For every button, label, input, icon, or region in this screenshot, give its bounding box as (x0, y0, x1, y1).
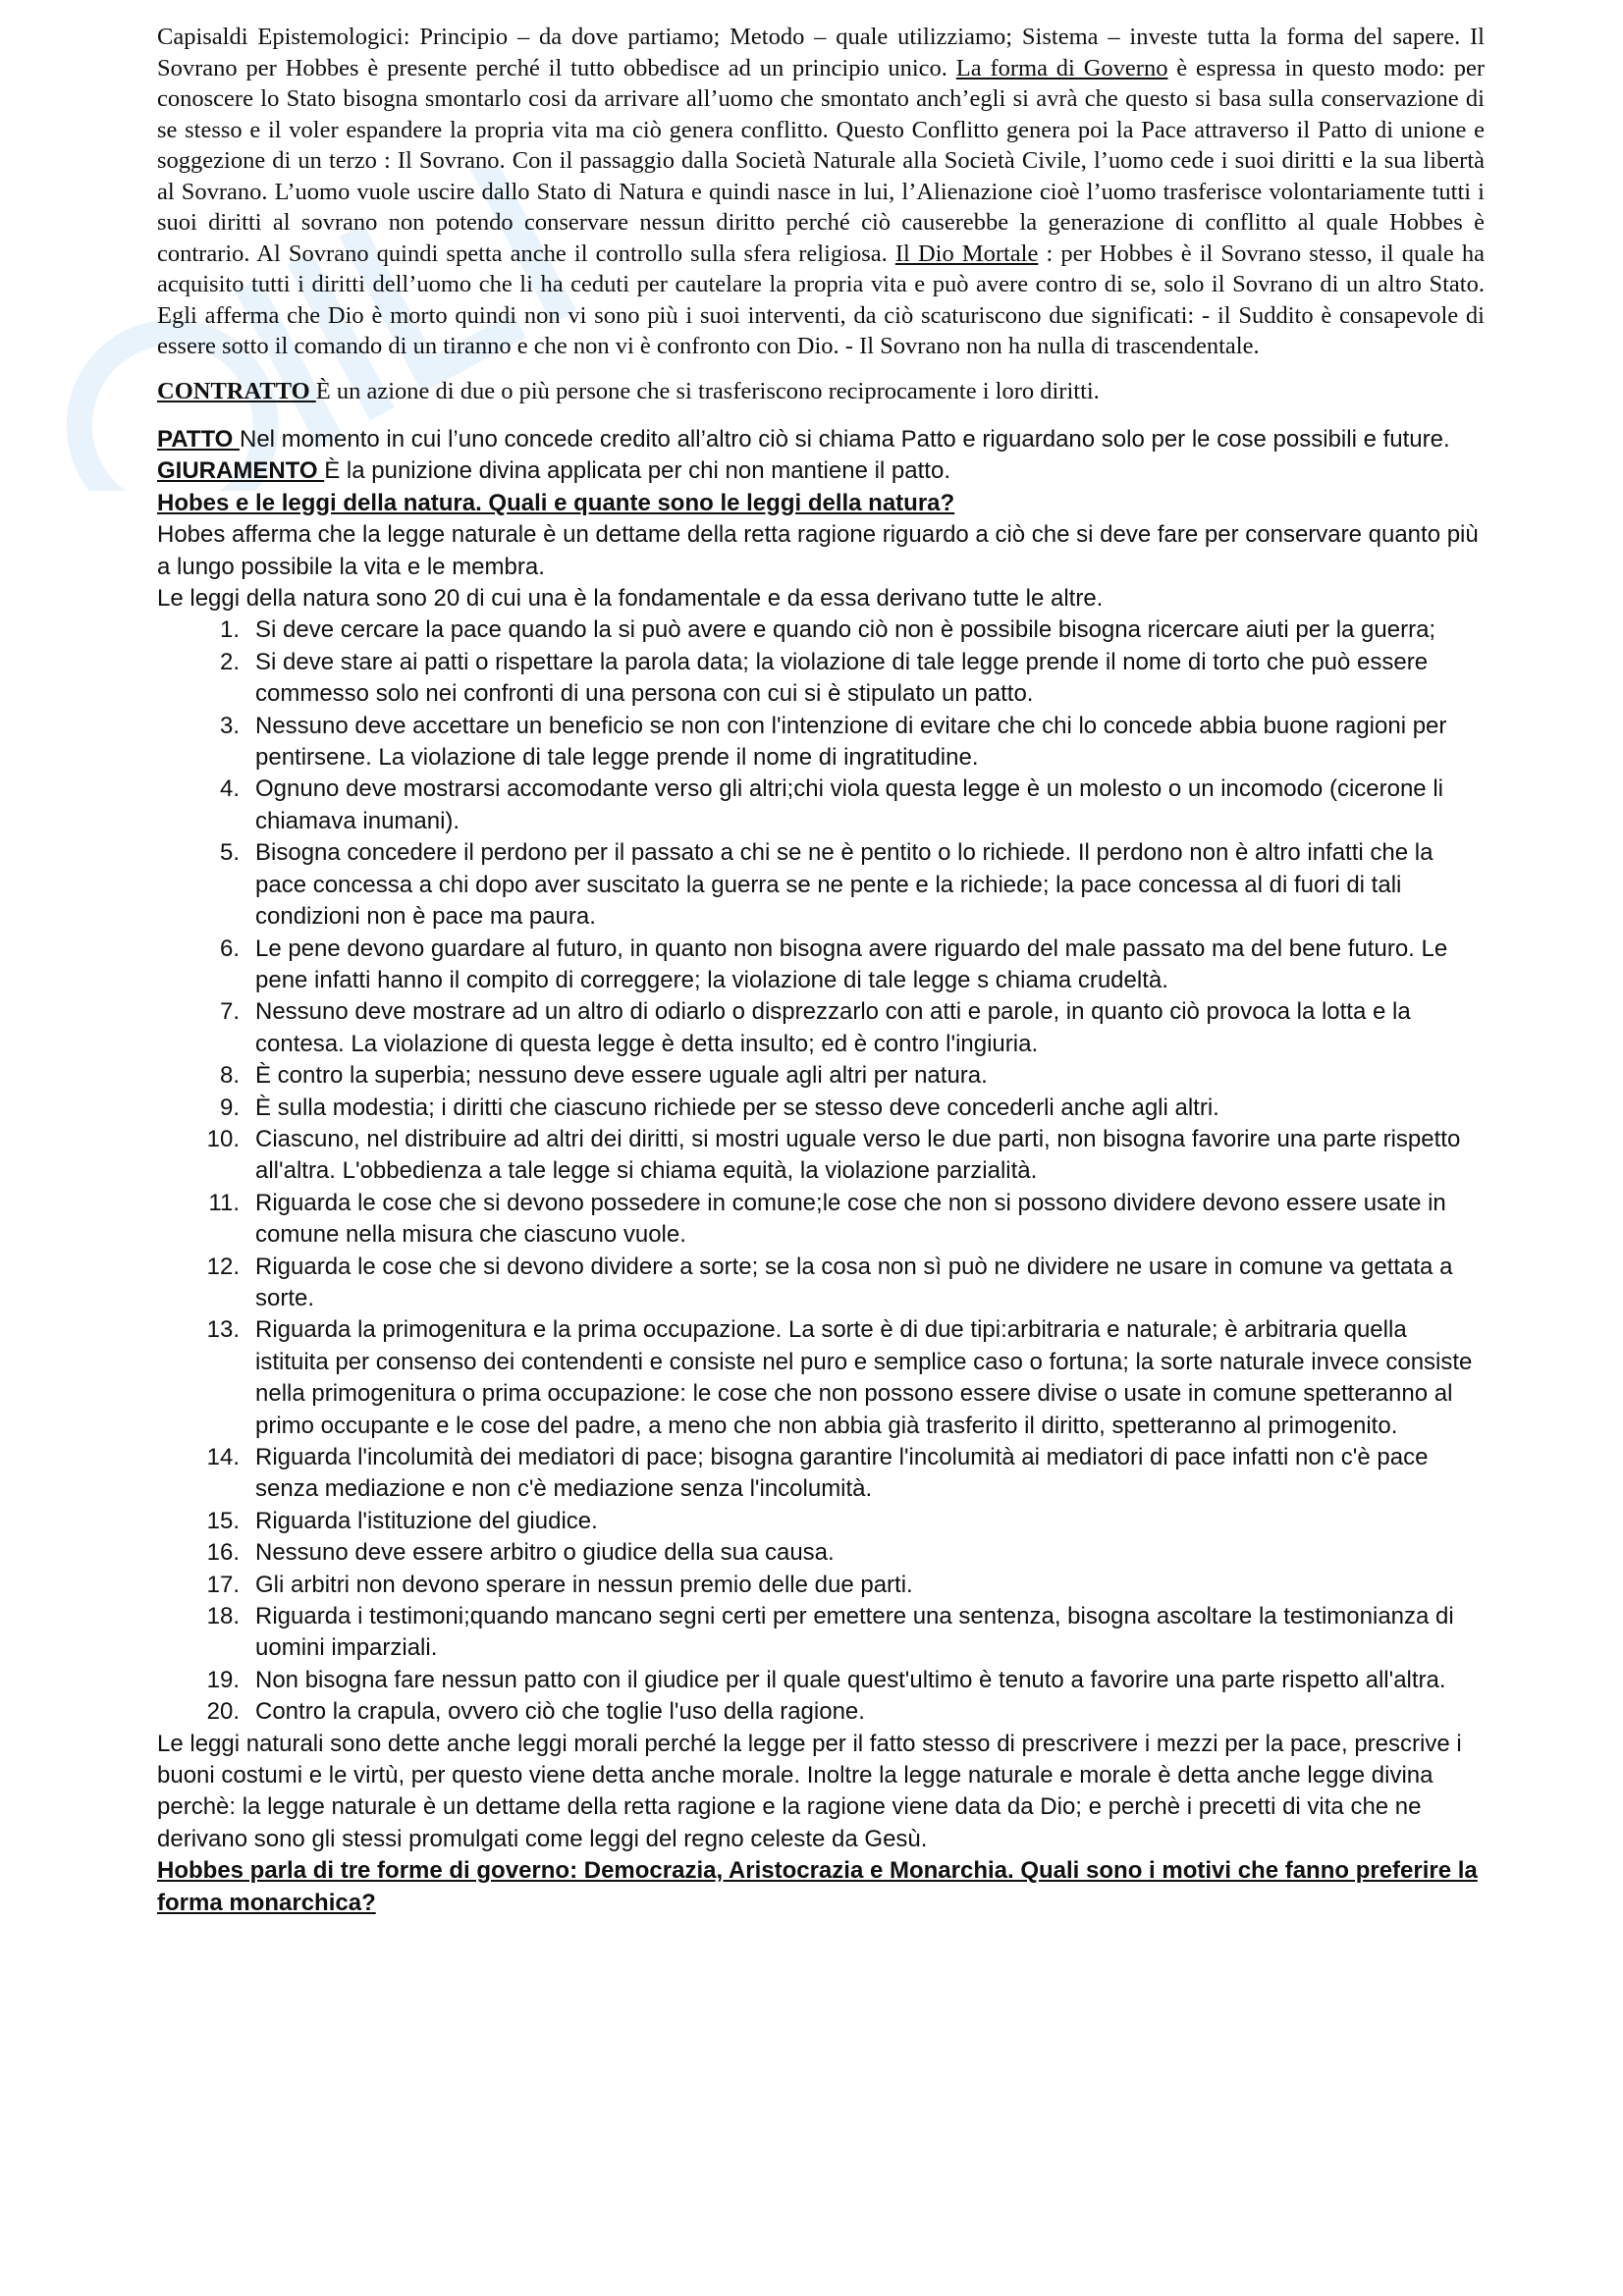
sans-section (157, 424, 1485, 1919)
law-number: 6. (219, 934, 240, 962)
law-item (157, 774, 1485, 837)
paragraph-legge-naturale: Hobes afferma che la legge naturale è un dettame della retta ragione riguardo a ciò che si deve fare per conservare quanto più a lungo possibile la vita e le membra. (157, 521, 1479, 580)
law-item (157, 837, 1485, 933)
giuramento-definition (157, 455, 1485, 487)
law-number: 4. (219, 775, 240, 803)
law-number: 1. (219, 616, 240, 644)
law-text: Riguarda l'incolumità dei mediatori di pace; bisogna garantire l'incolumità ai mediatori di pace infatti non c'è pace senza mediazione e non c'è mediazione senza l'incolumità. (255, 1444, 1429, 1503)
law-number: 20. (206, 1698, 240, 1726)
law-item (157, 1696, 1485, 1728)
contratto-definition (157, 376, 1485, 407)
law-text: È contro la superbia; nessuno deve essere uguale agli altri per natura. (255, 1062, 988, 1090)
heading-leggi-natura: Hobes e le leggi della natura. Quali e quante sono le leggi della natura? (157, 489, 955, 516)
giuramento-text: È la punizione divina applicata per chi non mantiene il patto. (324, 457, 950, 485)
law-number: 11. (208, 1189, 240, 1216)
law-item (157, 1537, 1485, 1569)
contratto-text: È un azione di due o più persone che si trasferiscono reciprocamente i loro diritti. (315, 377, 1100, 404)
law-item (157, 1060, 1485, 1092)
law-text: Le pene devono guardare al futuro, in quanto non bisogna avere riguardo del male passato ma del bene futuro. Le pene infatti hanno il compito di correggere; la violazione di tale legge s chiama crudeltà. (255, 934, 1448, 993)
heading-forme-governo: Hobbes parla di tre forme di governo: Democrazia, Aristocrazia e Monarchia. Quali sono i motivi che fanno preferire la forma monarchica? (157, 1857, 1478, 1916)
intro-text-3: : per Hobbes è il Sovrano stesso, il quale ha acquisito tutti i diritti dell’uomo che li ha ceduti per cautelare la propria vita e può avere contro di se, solo il Sovrano di un altro Stato. Egli afferma che Dio è morto quindi non vi sono più i suoi interventi, da ciò scaturiscono due significati: - il Suddito è consapevole di essere sotto il comando di un tiranno e che non vi è confronto con Dio. - Il Sovrano non ha nulla di trascendentale. (157, 240, 1485, 359)
paragraph-venti-leggi: Le leggi della natura sono 20 di cui una è la fondamentale e da essa derivano tutte le altre. (157, 585, 1104, 613)
law-text: Bisogna concedere il perdono per il passato a chi se ne è pentito o lo richiede. Il perdono non è altro infatti che la pace concessa a chi dopo aver suscitato la guerra se ne pente e la richiede; la pace concessa al di fuori di tali condizioni non è pace ma paura. (255, 839, 1434, 931)
law-text: Riguarda i testimoni;quando mancano segni certi per emettere una sentenza, bisogna ascoltare la testimonianza di uomini imparziali. (255, 1603, 1454, 1662)
intro-text-1: Capisaldi Epistemologici: Principio – da dove partiamo; Metodo – quale utilizziamo; Sistema – investe tutta la forma del sapere. Il Sovrano per Hobbes è presente perché il tutto obbedisce ad un principio unico. (157, 24, 1485, 81)
law-text: Gli arbitri non devono sperare in nessun premio delle due parti. (255, 1571, 913, 1598)
contratto-term: CONTRATTO (157, 377, 316, 404)
law-text: Non bisogna fare nessun patto con il giudice per il quale quest'ultimo è tenuto a favorire una parte rispetto all'altra. (255, 1666, 1446, 1693)
law-item (157, 1314, 1485, 1442)
law-item (157, 934, 1485, 997)
law-text: Contro la crapula, ovvero ciò che toglie l'uso della ragione. (255, 1698, 865, 1726)
law-item (157, 1506, 1485, 1537)
law-number: 14. (206, 1444, 240, 1470)
law-item (157, 1124, 1485, 1188)
law-item (157, 1665, 1485, 1696)
law-text: Riguarda la primogenitura e la prima occupazione. La sorte è di due tipi:arbitraria e naturale; è arbitraria quella istituita per consenso dei contendenti e consiste nel puro e semplice caso o fortuna; la sorte naturale invece consiste nella primogenitura o prima occupazione: le cose che non possono essere divise o usate in comune spetteranno al primo occupante e le cose del padre, a meno che non abbia già trasferito il diritto, spetteranno al primogenito. (255, 1316, 1473, 1439)
law-number: 10. (206, 1125, 240, 1152)
law-text: Si deve stare ai patti o rispettare la parola data; la violazione di tale legge prende il nome di torto che può essere commesso solo nei confronti di una persona con cui si è stipulato un patto. (255, 648, 1429, 708)
law-text: Riguarda le cose che si devono dividere a sorte; se la cosa non sì può ne dividere ne usare in comune va gettata a sorte. (255, 1253, 1453, 1311)
law-item (157, 711, 1485, 774)
law-item (157, 1442, 1485, 1506)
paragraph-leggi-morali: Le leggi naturali sono dette anche leggi morali perché la legge per il fatto stesso di prescrivere i mezzi per la pace, prescrive i buoni costumi e le virtù, per questo viene detta anche morale. Inoltre la legge naturale e morale è detta anche legge divina perchè: la legge naturale è un dettame della retta ragione e la ragione viene data da Dio; e perchè i precetti di vita che ne derivano sono gli stessi promulgati come leggi del regno celeste da Gesù. (157, 1730, 1462, 1852)
law-text: Riguarda l'istituzione del giudice. (255, 1507, 598, 1534)
intro-text-2: è espressa in questo modo: per conoscere lo Stato bisogna smontarlo cosi da arrivare all’uomo che smontato anch’egli si avrà che questo si basa sulla conservazione di se stesso e il voler espandere la propria vita ma ciò genera conflitto. Questo Conflitto genera poi la Pace attraverso il Patto di unione e soggezione di un terzo : Il Sovrano. Con il passaggio dalla Società Naturale alla Società Civile, l’uomo cede i suoi diritti e la sua libertà al Sovrano. L’uomo vuole uscire dallo Stato di Natura e quindi nasce in lui, l’Alienazione cioè l’uomo trasferisce volontariamente tutti i suoi diritti al sovrano non potendo conservare nessun diritto perché ciò causerebbe la generazione di conflitto al quale Hobbes è contrario. Al Sovrano quindi spetta anche il controllo sulla sfera religiosa. (157, 54, 1485, 267)
law-number: 12. (206, 1253, 240, 1280)
laws-list (157, 614, 1485, 1728)
patto-definition (157, 424, 1485, 455)
law-number: 7. (219, 998, 240, 1026)
law-item (157, 647, 1485, 711)
document-page (157, 22, 1485, 1919)
law-number: 9. (219, 1094, 240, 1121)
giuramento-term: GIURAMENTO (157, 457, 325, 485)
intro-underlined-2: Il Dio Mortale (894, 240, 1039, 267)
intro-paragraph (157, 22, 1485, 362)
patto-term: PATTO (157, 426, 240, 453)
law-item (157, 1188, 1485, 1252)
law-number: 19. (206, 1666, 240, 1693)
law-number: 13. (206, 1316, 240, 1344)
law-text: Si deve cercare la pace quando la si può avere e quando ciò non è possibile bisogna ricercare aiuti per la guerra; (255, 616, 1436, 644)
law-number: 5. (219, 839, 240, 867)
law-number: 2. (219, 648, 240, 675)
law-text: Nessuno deve mostrare ad un altro di odiarlo o disprezzarlo con atti e parole, in quanto ciò provoca la lotta e la contesa. La violazione di questa legge è detta insulto; ed è contro l'ingiuria. (255, 998, 1411, 1057)
law-number: 3. (219, 712, 240, 739)
law-number: 16. (206, 1539, 240, 1567)
law-text: È sulla modestia; i diritti che ciascuno richiede per se stesso deve concederli anche agli altri. (255, 1094, 1219, 1121)
law-item (157, 1570, 1485, 1601)
law-number: 17. (206, 1571, 240, 1598)
law-text: Ognuno deve mostrarsi accomodante verso gli altri;chi viola questa legge è un molesto o un incomodo (cicerone li chiamava inumani). (255, 775, 1443, 834)
law-item (157, 614, 1485, 646)
law-number: 18. (206, 1603, 240, 1630)
law-item (157, 1093, 1485, 1124)
law-item (157, 1601, 1485, 1665)
law-text: Ciascuno, nel distribuire ad altri dei diritti, si mostri uguale verso le due parti, non bisogna favorire una parte rispetto all'altra. L'obbedienza a tale legge si chiama equità, la violazione parzialità. (255, 1125, 1461, 1185)
patto-text: Nel momento in cui l’uno concede credito all’altro ciò si chiama Patto e riguardano solo per le cose possibili e future. (240, 426, 1450, 453)
law-number: 15. (206, 1507, 240, 1534)
law-text: Nessuno deve essere arbitro o giudice della sua causa. (255, 1539, 835, 1567)
law-text: Riguarda le cose che si devono possedere in comune;le cose che non si possono dividere devono essere usate in comune nella misura che ciascuno vuole. (255, 1189, 1446, 1249)
law-item (157, 1252, 1485, 1315)
law-text: Nessuno deve accettare un beneficio se non con l'intenzione di evitare che chi lo concede abbia buone ragioni per pentirsene. La violazione di tale legge prende il nome di ingratitudine. (255, 712, 1447, 772)
intro-underlined-1: La forma di Governo (955, 54, 1168, 81)
law-item (157, 996, 1485, 1060)
law-number: 8. (219, 1062, 240, 1090)
